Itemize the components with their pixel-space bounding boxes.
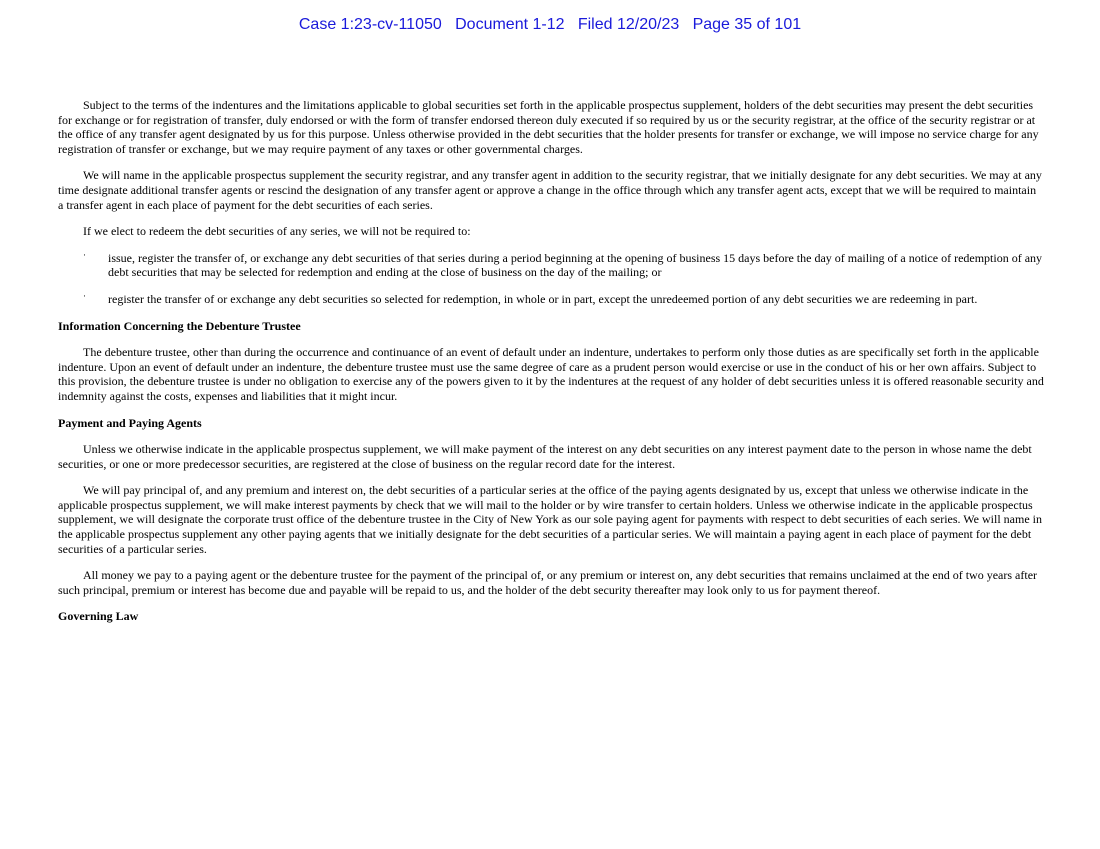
bullet-text: issue, register the transfer of, or exchange any debt securities of that series during a period beginning at the opening of business 15 days before the day of mailing of a notice of redemption of any debt securities that may be selected for redemption and ending at the close of business on the day of the mailing; or <box>108 250 1043 280</box>
court-filing-header: Case 1:23-cv-11050 Document 1-12 Filed 12/20/23 Page 35 of 101 <box>298 16 802 33</box>
bullet-icon: · <box>83 290 86 301</box>
paragraph-paying-agents: We will pay principal of, and any premium and interest on, the debt securities of a particular series at the office of the paying agents designated by us, except that unless we otherwise indicate in the applicable prospectus supplement, we will make interest payments by check that we will mail to the holder or by wire transfer to certain holders. Unless we otherwise indicate in the applicable prospectus supplement, we will designate the corporate trust office of the debenture trustee in the City of New York as our sole paying agent for payments with respect to debt securities of each series. We will name in the applicable prospectus supplement any other paying agents that we initially designate for the debt securities of a particular series. We will maintain a paying agent in each place of payment for the debt securities of a particular series. <box>58 483 1042 556</box>
paragraph-interest-payment: Unless we otherwise indicate in the applicable prospectus supplement, we will make payment of the interest on any debt securities on any interest payment date to the person in whose name the debt securities, or one or more predecessor securities, are registered at the close of business on the regular record date for the interest. <box>58 442 1032 471</box>
document-body <box>58 98 1044 636</box>
bullet-icon: · <box>83 249 86 260</box>
bullet-text: register the transfer of or exchange any debt securities so selected for redemption, in whole or in part, except the unredeemed portion of any debt securities we are redeeming in part. <box>108 291 978 306</box>
paragraph-transfer-exchange: Subject to the terms of the indentures and the limitations applicable to global securities set forth in the applicable prospectus supplement, holders of the debt securities may present the debt securities for exchange or for registration of transfer, duly endorsed or with the form of transfer endorsed thereon duly executed if so required by us or the security registrar, at the office of the security registrar or at the office of any transfer agent designated by us for this purpose. Unless otherwise provided in the debt securities that the holder presents for transfer or exchange, we will impose no service charge for any registration of transfer or exchange, but we may require payment of any taxes or other governmental charges. <box>58 98 1039 156</box>
section-heading-debenture-trustee: Information Concerning the Debenture Trustee <box>58 318 301 333</box>
paragraph-redemption-intro: If we elect to redeem the debt securities of any series, we will not be required to: <box>83 224 471 239</box>
redemption-bullet-list <box>58 251 1044 307</box>
section-heading-payment-paying-agents: Payment and Paying Agents <box>58 415 202 430</box>
list-item <box>58 251 1044 280</box>
paragraph-security-registrar: We will name in the applicable prospectus supplement the security registrar, and any transfer agent in addition to the security registrar, that we initially designate for any debt securities. We may at any time designate additional transfer agents or rescind the designation of any transfer agent or approve a change in the office through which any transfer agent acts, except that we will be required to maintain a transfer agent in each place of payment for the debt securities of each series. <box>58 168 1042 212</box>
list-item <box>58 292 1044 307</box>
section-heading-governing-law: Governing Law <box>58 609 139 624</box>
paragraph-unclaimed-money: All money we pay to a paying agent or the debenture trustee for the payment of the principal of, or any premium or interest on, any debt securities that remains unclaimed at the end of two years after such principal, premium or interest has become due and payable will be repaid to us, and the holder of the debt security thereafter may look only to us for payment thereof. <box>58 568 1038 597</box>
paragraph-debenture-trustee: The debenture trustee, other than during the occurrence and continuance of an event of default under an indenture, undertakes to perform only those duties as are specifically set forth in the applicable indenture. Upon an event of default under an indenture, the debenture trustee must use the same degree of care as a prudent person would exercise or use in the conduct of his or her own affairs. Subject to this provision, the debenture trustee is under no obligation to exercise any of the powers given to it by the indentures at the request of any holder of debt securities unless it is offered reasonable security and indemnity against the costs, expenses and liabilities that it might incur. <box>58 345 1044 403</box>
